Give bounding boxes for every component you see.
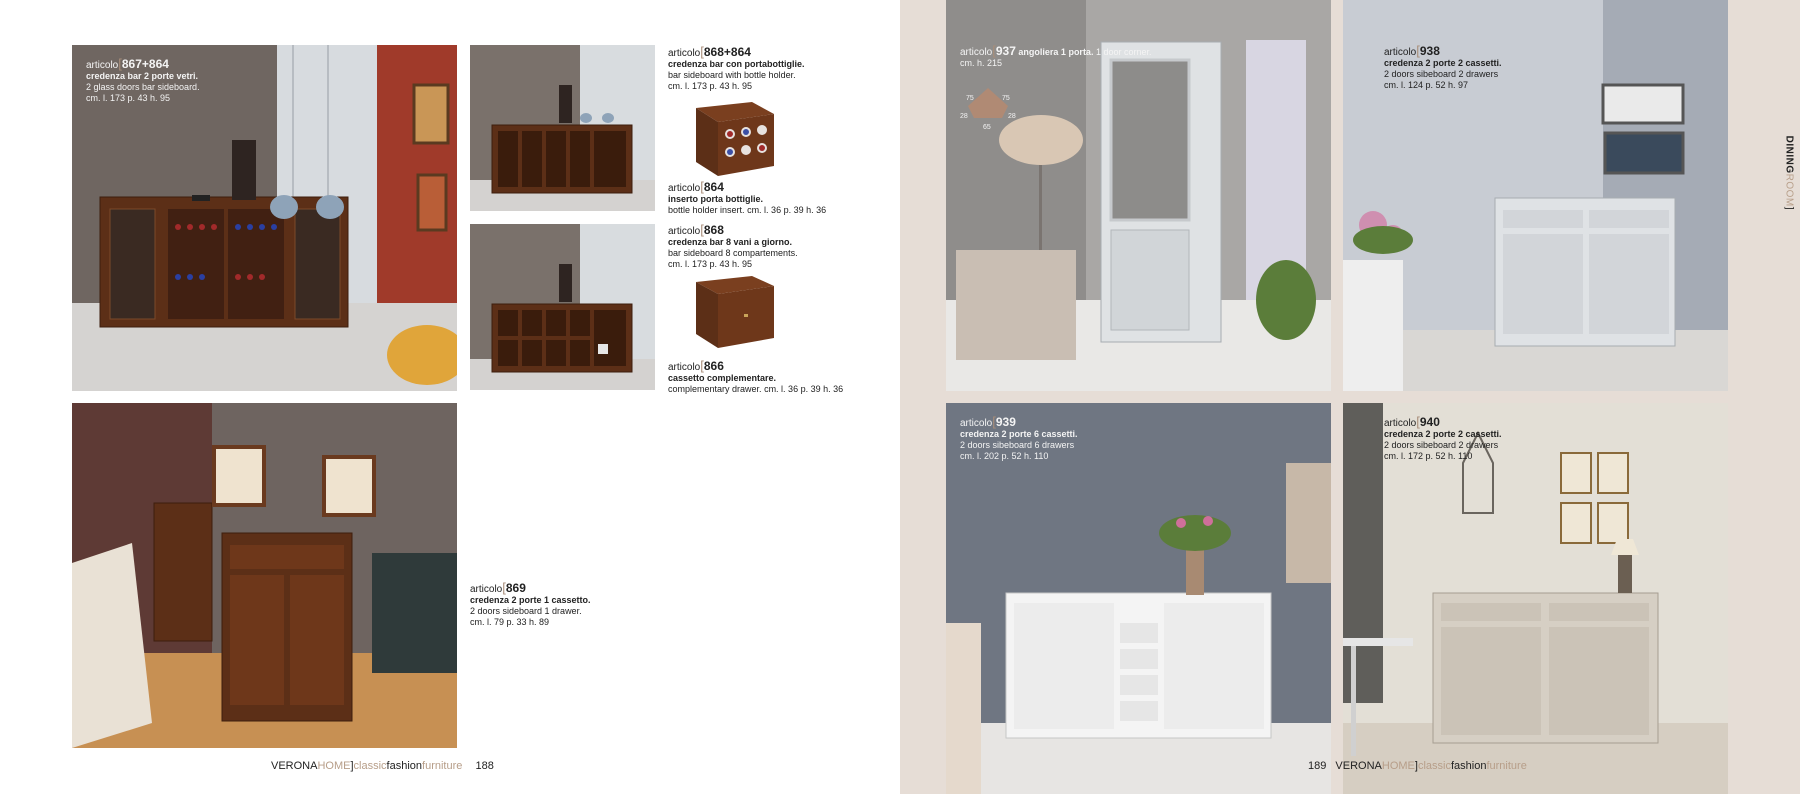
name-en: complementary drawer.: [668, 384, 762, 394]
bracket-glyph: [: [700, 44, 704, 59]
name-en: 2 doors sibeboard 2 drawers: [1384, 440, 1499, 450]
bracket-glyph: [: [502, 580, 506, 595]
name-it: credenza bar 2 porte vetri.: [86, 71, 199, 81]
article-label: articolo: [470, 584, 503, 595]
diagram-label-1: 75: [966, 95, 974, 102]
bracket-glyph: [: [992, 414, 996, 429]
photo-869: [72, 403, 457, 748]
article-label: articolo: [1384, 418, 1417, 429]
footer-brand: VERONA: [1335, 760, 1382, 772]
bracket-glyph: [: [700, 358, 704, 373]
footer-fashion: fashion: [1450, 760, 1487, 772]
open-compartments-scene: [470, 224, 655, 390]
bracket-glyph: [: [1416, 43, 1420, 58]
footer-home: HOME: [317, 760, 351, 772]
dimensions: cm. h. 215: [960, 58, 1003, 68]
article-number: 867+864: [121, 57, 169, 71]
article-label: articolo: [1384, 47, 1417, 58]
dimensions: cm. l. 36 p. 39 h. 36: [764, 384, 844, 394]
article-number: 864: [703, 180, 724, 194]
footer-left: [271, 760, 494, 772]
dimensions: cm. l. 36 p. 39 h. 36: [747, 205, 827, 215]
name-it: cassetto complementare.: [668, 373, 777, 383]
name-en: 1 door corner.: [1095, 47, 1152, 57]
article-label: articolo: [960, 47, 993, 58]
name-it: credenza 2 porte 2 cassetti.: [1384, 58, 1502, 68]
caption-864: [668, 181, 826, 216]
diagram-label-3: 28: [960, 113, 968, 120]
name-en: bottle holder insert.: [668, 205, 745, 215]
name-it: credenza bar 8 vani a giorno.: [668, 237, 793, 247]
article-number: 866: [703, 359, 724, 373]
dimensions: cm. l. 124 p. 52 h. 97: [1384, 80, 1469, 90]
name-en: 2 doors sibeboard 2 drawers: [1384, 69, 1499, 79]
article-number: 940: [1419, 415, 1440, 429]
caption-938: [1384, 45, 1502, 91]
caption-937: [960, 45, 1152, 69]
article-number: 868+864: [703, 45, 751, 59]
caption-866: [668, 360, 843, 395]
photo-868: [470, 224, 655, 390]
dimensions: cm. l. 173 p. 43 h. 95: [668, 81, 753, 91]
name-it: credenza 2 porte 6 cassetti.: [960, 429, 1078, 439]
caption-869: [470, 582, 591, 628]
bracket-glyph: [: [118, 56, 122, 71]
footer-furniture: furniture: [422, 760, 463, 772]
article-label: articolo: [86, 60, 119, 71]
bracket-glyph: [: [700, 222, 704, 237]
caption-939: [960, 416, 1078, 462]
name-it: credenza bar con portabottiglie.: [668, 59, 805, 69]
side-label-bracket: ]: [1783, 206, 1794, 210]
name-it: credenza 2 porte 1 cassetto.: [470, 595, 591, 605]
side-label-room: ROOM: [1783, 173, 1794, 207]
diagram-label-4: 28: [1008, 113, 1016, 120]
dimensions: cm. l. 202 p. 52 h. 110: [960, 451, 1049, 461]
name-en: 2 doors sibeboard 6 drawers: [960, 440, 1075, 450]
name-it: angoliera 1 porta.: [1018, 47, 1094, 57]
article-label: articolo: [668, 362, 701, 373]
corner-shape-diagram: [958, 86, 1018, 132]
small-sideboard-scene: [72, 403, 457, 748]
diagram-label-5: 65: [983, 124, 991, 131]
name-en: 2 doors sideboard 1 drawer.: [470, 606, 582, 616]
dimensions: cm. l. 173 p. 43 h. 95: [668, 259, 753, 269]
name-en: bar sideboard with bottle holder.: [668, 70, 796, 80]
footer-home: HOME: [1381, 760, 1415, 772]
article-label: articolo: [668, 48, 701, 59]
article-label: articolo: [668, 226, 701, 237]
footer-bracket: ]: [350, 760, 354, 772]
caption-868-864: [668, 46, 805, 92]
dimensions: cm. l. 173 p. 43 h. 95: [86, 93, 171, 103]
bottle-holder-illustration: [690, 96, 780, 182]
article-number: 868: [703, 223, 724, 237]
footer-brand: VERONA: [271, 760, 318, 772]
drawer-illustration: [690, 272, 780, 358]
page-number-left: 188: [475, 760, 494, 772]
drawer-image: [690, 272, 780, 358]
name-it: credenza 2 porte 2 cassetti.: [1384, 429, 1502, 439]
diagram-label-2: 75: [1002, 95, 1010, 102]
caption-868: [668, 224, 798, 270]
bar-bottle-scene: [470, 45, 655, 211]
article-number: 938: [1419, 44, 1440, 58]
side-section-label: [1783, 136, 1794, 210]
footer-fashion: fashion: [386, 760, 423, 772]
footer-right: [1308, 760, 1527, 772]
corner-dimensions-diagram: [958, 86, 1018, 132]
dimensions: cm. l. 172 p. 52 h. 110: [1384, 451, 1473, 461]
footer-furniture: furniture: [1486, 760, 1527, 772]
bracket-glyph: [: [700, 179, 704, 194]
photo-868-864: [470, 45, 655, 211]
bracket-glyph: [: [1416, 414, 1420, 429]
article-number: 937: [995, 44, 1016, 58]
name-en: bar sideboard 8 compartements.: [668, 248, 798, 258]
dimensions: cm. l. 79 p. 33 h. 89: [470, 617, 550, 627]
article-label: articolo: [960, 418, 993, 429]
footer-bracket: ]: [1414, 760, 1418, 772]
caption-940: [1384, 416, 1502, 462]
footer-classic: classic: [353, 760, 387, 772]
side-label-dining: DINING: [1783, 135, 1794, 174]
bracket-glyph: [: [992, 43, 996, 58]
page-number-right: 189: [1308, 760, 1327, 772]
name-en: 2 glass doors bar sideboard.: [86, 82, 200, 92]
right-page: [900, 0, 1800, 794]
bottle-holder-image: [690, 96, 780, 182]
article-number: 869: [505, 581, 526, 595]
article-label: articolo: [668, 183, 701, 194]
footer-classic: classic: [1417, 760, 1451, 772]
name-it: inserto porta bottiglie.: [668, 194, 764, 204]
article-number: 939: [995, 415, 1016, 429]
caption-867-864: [86, 58, 200, 104]
